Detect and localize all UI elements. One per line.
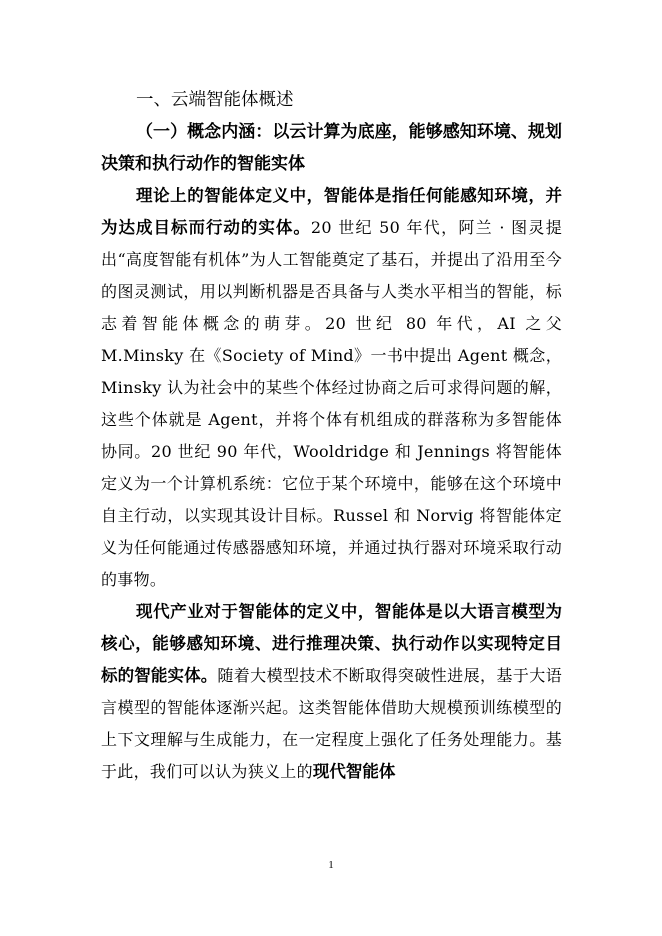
subsection-heading: （一）概念内涵：以云计算为底座，能够感知环境、规划决策和执行动作的智能实体 bbox=[101, 122, 562, 174]
section-heading: 一、云端智能体概述 bbox=[136, 90, 294, 110]
paragraph-bold-lead: 理论上的智能体定义中，智能体是指任何能感知环境，并为达成目标而行动的实体。 bbox=[101, 186, 562, 237]
paragraph-bold-lead: 现代产业对于智能体的定义中，智能体是以大语言模型为核心，能够感知环境、进行推理决策、执行动作以实现特定目标的智能实体。 bbox=[101, 602, 562, 685]
page-number: 1 bbox=[328, 859, 334, 871]
paragraph-bold-tail: 现代智能体 bbox=[312, 762, 396, 781]
paragraph-body: 随着大模型技术不断取得突破性进展，基于大语言模型的智能体逐渐兴起。这类智能体借助大规模预训练模型的上下文理解与生成能力，在一定程度上强化了任务处理能力。基于此，我们可以认为狭义上的 bbox=[101, 666, 562, 781]
paragraph-body: 20 世纪 50 年代，阿兰 · 图灵提出“高度智能有机体”为人工智能奠定了基石，并提出了沿用至今的图灵测试，用以判断机器是否具备与人类水平相当的智能，标志着智能体概念的萌芽。20 世纪 80 年代，AI 之父 M.Minsky 在《Society of Mind》一书中提出 Agent 概念，Minsky 认为社会中的某些个体经过协商之后可求得问题的解，这些个体就是 Agent，并将个体有机组成的群落称为多智能体协同。20 世纪 90 年代，Wooldridge 和 Jennings 将智能体定义为一个计算机系统：它位于某个环境中，能够在这个环境中自主行动，以实现其设计目标。Russel 和 Norvig 将智能体定义为任何能通过传感器感知环境，并通过执行器对环境采取行动的事物。 bbox=[101, 218, 562, 589]
paragraph-industry-definition bbox=[101, 596, 562, 788]
page-content bbox=[101, 84, 562, 788]
paragraph-theoretical-definition bbox=[101, 180, 562, 596]
